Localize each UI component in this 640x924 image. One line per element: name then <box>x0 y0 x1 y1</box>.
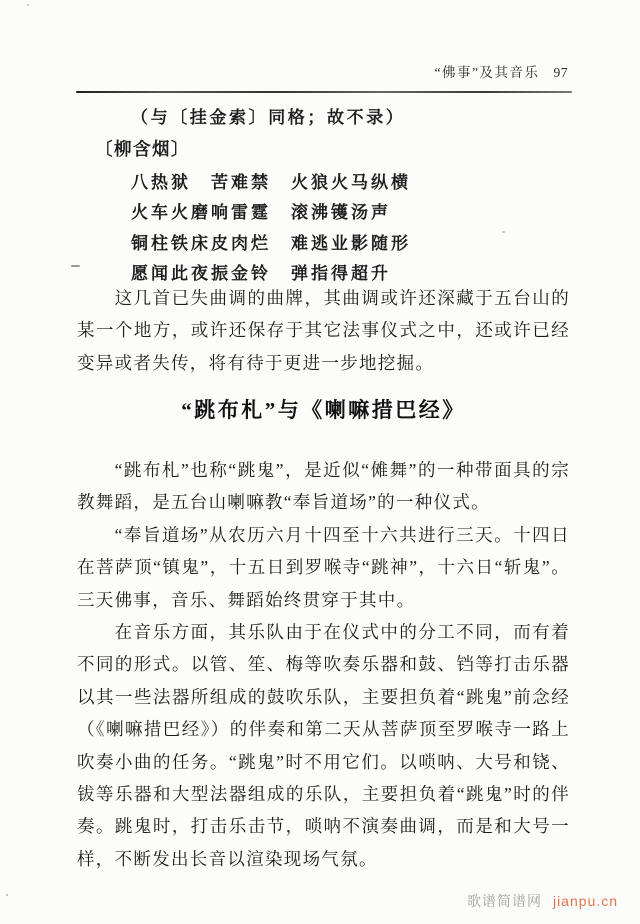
section-heading: “跳布札”与《喇嘛措巴经》 <box>181 398 466 422</box>
page-number: 97 <box>553 65 568 80</box>
running-header-title: “佛事”及其音乐 <box>434 65 540 80</box>
watermark <box>467 891 618 911</box>
running-header <box>435 61 568 81</box>
paragraph-fengzhi-daochang: “奉旨道场”从农历六月十四至十六共进行三天。十四日在菩萨顶“镇鬼”，十五日到罗喉寺“跳神”，十六日“斩鬼”。三天佛事，音乐、舞蹈始终贯穿于其中。 <box>77 525 570 610</box>
verse-line: 愿闻此夜振金铃 弹指得超升 <box>131 264 391 284</box>
scan-artifact-dot <box>27 4 29 6</box>
scan-artifact-dot <box>502 231 505 233</box>
paragraph-tiaobuzha-intro: “跳布札”也称“跳鬼”，是近似“傩舞”的一种带面具的宗教舞蹈，是五台山喇嘛教“奉旨道场”的一种仪式。 <box>77 460 570 513</box>
scan-artifact-dot <box>6 894 8 896</box>
verse-line: 铜柱铁床皮肉烂 难逃业影随形 <box>131 233 411 253</box>
paragraph-music-ensembles: 在音乐方面，其乐队由于在仪式中的分工不同，而有着不同的形式。以管、笙、梅等吹奏乐器和鼓、铛等打击乐器以其一些法器所组成的鼓吹乐队，主要担负着“跳鬼”前念经（《喇嘛措巴经》）的伴奏和第二天从菩萨顶至罗喉寺一路上吹奏小曲的任务。“跳鬼”时不用它们。以唢呐、大号和铙、钹等乐器和大型法器组成的乐队，主要担负着“跳鬼”时的伴奏。跳鬼时，打击乐击节，唢呐不演奏曲调，而是和大号一样，不断发出长音以渲染现场气氛。 <box>77 622 570 869</box>
verse-line: 火车火磨响雷霆 滚沸镬汤声 <box>131 203 391 223</box>
paragraph-lost-tunes: 这几首已失曲调的曲牌，其曲调或许还深藏于五台山的某一个地方，或许还保存于其它法事仪式之中，还或许已经变异或者失传，将有待于更进一步地挖掘。 <box>77 288 570 373</box>
tune-note-line: （与〔挂金索〕同格；故不录） <box>131 108 406 127</box>
header-rule <box>76 91 572 93</box>
verse-block <box>131 168 411 290</box>
watermark-site-name: 歌谱简谱网 <box>467 893 543 909</box>
verse-line: 八热狱 苦难禁 火狼火马纵横 <box>131 173 411 192</box>
watermark-site-url: jianpu.cn <box>552 893 618 909</box>
tune-title: 〔柳含烟〕 <box>95 139 190 159</box>
scan-artifact-dash <box>71 265 80 267</box>
